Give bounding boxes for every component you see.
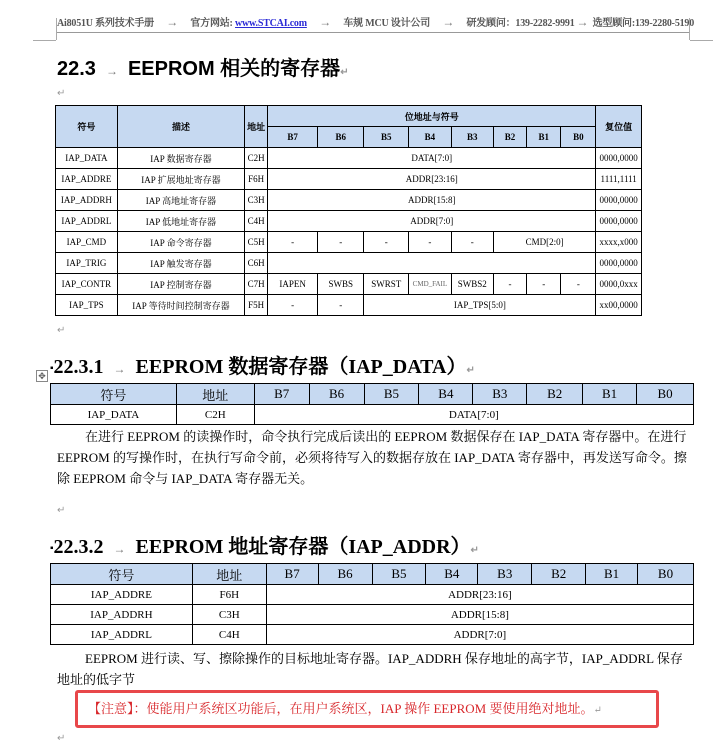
subsection-number: 22.3.1	[53, 356, 104, 378]
section-number: 22.3	[57, 58, 96, 80]
paragraph-mark: ↵	[57, 88, 66, 99]
col-addr: 地址	[192, 564, 266, 585]
header-divider	[57, 32, 690, 33]
cell-symbol: IAP_CONTR	[56, 274, 118, 295]
cell-desc: IAP 命令寄存器	[117, 232, 244, 253]
register-summary-table	[55, 105, 642, 316]
col-b0: B0	[637, 384, 694, 405]
cell-bit: IAPEN	[268, 274, 318, 295]
col-b5: B5	[364, 384, 419, 405]
cell-tps: IAP_TPS[5:0]	[364, 295, 596, 316]
cell-symbol: IAP_ADDRH	[56, 190, 118, 211]
table-row	[56, 274, 642, 295]
cell-bit: -	[318, 232, 364, 253]
table-row	[56, 253, 642, 274]
cell-addr: C2H	[245, 148, 268, 169]
cell-addr: C4H	[245, 211, 268, 232]
cell-symbol: IAP_ADDRE	[56, 169, 118, 190]
cell-bits: ADDR[15:8]	[268, 190, 596, 211]
cell-addr: C3H	[245, 190, 268, 211]
subsection-heading-1: ▪22.3.1 → EEPROM 数据寄存器（IAP_DATA）↵	[50, 356, 475, 378]
cell-bit: -	[364, 232, 409, 253]
cell-bit: CMD_FAIL	[409, 274, 451, 295]
cell-bits: DATA[7:0]	[254, 405, 693, 425]
subsection-heading-2: ▪22.3.2 → EEPROM 地址寄存器（IAP_ADDR）↵	[50, 536, 479, 558]
col-b2: B2	[493, 127, 526, 148]
page-header: Ai8051U 系列技术手册 → 官方网站: www.STCAI.com → 车规 MCU 设计公司 → 研发顾问：139-2282-9991 → 选型顾问:139-2280-5190	[57, 15, 695, 29]
cell-bits: ADDR[7:0]	[266, 625, 693, 645]
cell-bits: ADDR[23:16]	[268, 169, 596, 190]
cell-desc: IAP 低地址寄存器	[117, 211, 244, 232]
cell-reset: 1111,1111	[596, 169, 642, 190]
crop-mark	[33, 40, 56, 41]
col-symbol: 符号	[56, 106, 118, 148]
col-reset: 复位值	[596, 106, 642, 148]
table-row	[51, 405, 694, 425]
col-b5: B5	[364, 127, 409, 148]
cell-bit: -	[493, 274, 526, 295]
col-b2: B2	[527, 384, 583, 405]
cell-addr: C2H	[176, 405, 254, 425]
table-row	[56, 232, 642, 253]
table-row	[56, 190, 642, 211]
cell-desc: IAP 数据寄存器	[117, 148, 244, 169]
cell-addr: F5H	[245, 295, 268, 316]
iap-data-description: 在进行 EEPROM 的读操作时，命令执行完成后读出的 EEPROM 数据保存在 IAP_DATA 寄存器中。在进行 EEPROM 的写操作时，在执行写命令前，必须将待写入的数据存放在 IAP_DATA 寄存器中，再发送写命令。擦除 EEPROM 命令与 IAP_DATA 寄存器无关。	[57, 429, 687, 486]
iap-addr-description: EEPROM 进行读、写、擦除操作的目标地址寄存器。IAP_ADDRH 保存地址的高字节，IAP_ADDRL 保存地址的低字节	[57, 651, 683, 687]
cell-reset: xxxx,x000	[596, 232, 642, 253]
cell-symbol: IAP_ADDRL	[51, 625, 193, 645]
cell-addr: C7H	[245, 274, 268, 295]
cell-reset: 0000,0000	[596, 211, 642, 232]
col-bits-group: 位地址与符号	[268, 106, 596, 127]
cell-addr: C5H	[245, 232, 268, 253]
cell-desc: IAP 高地址寄存器	[117, 190, 244, 211]
cell-symbol: IAP_ADDRL	[56, 211, 118, 232]
cell-bits: DATA[7:0]	[268, 148, 596, 169]
cell-reset: 0000,0000	[596, 253, 642, 274]
col-b4: B4	[426, 564, 478, 585]
cell-bit: SWBS	[318, 274, 364, 295]
cell-symbol: IAP_ADDRE	[51, 585, 193, 605]
subsection-title: EEPROM 数据寄存器（IAP_DATA）	[135, 356, 467, 378]
section-heading: 22.3 → EEPROM 相关的寄存器↵	[57, 58, 349, 80]
col-desc: 描述	[117, 106, 244, 148]
cell-bit: -	[451, 232, 493, 253]
cell-bits	[268, 253, 596, 274]
cell-addr: F6H	[192, 585, 266, 605]
cell-reset: 0000,0xxx	[596, 274, 642, 295]
col-b4: B4	[419, 384, 473, 405]
col-b1: B1	[583, 384, 637, 405]
cell-bits: ADDR[15:8]	[266, 605, 693, 625]
col-b7: B7	[268, 127, 318, 148]
site-label: 官方网站:	[190, 18, 233, 29]
paragraph-mark: ↵	[57, 505, 66, 516]
col-b4: B4	[409, 127, 451, 148]
cell-bit: -	[318, 295, 364, 316]
cell-symbol: IAP_ADDRH	[51, 605, 193, 625]
cell-bit: -	[268, 232, 318, 253]
cell-bit: SWRST	[364, 274, 409, 295]
cell-desc: IAP 控制寄存器	[117, 274, 244, 295]
table-row	[51, 625, 694, 645]
cell-symbol: IAP_TPS	[56, 295, 118, 316]
dev-contact: 研发顾问：139-2282-9991	[466, 18, 575, 29]
cell-addr: F6H	[245, 169, 268, 190]
table-move-handle-icon[interactable]: ✥	[36, 370, 48, 382]
table-row	[56, 295, 642, 316]
cell-bit: -	[268, 295, 318, 316]
cell-addr: C4H	[192, 625, 266, 645]
cell-symbol: IAP_CMD	[56, 232, 118, 253]
col-b1: B1	[527, 127, 561, 148]
col-addr: 地址	[245, 106, 268, 148]
cell-symbol: IAP_DATA	[56, 148, 118, 169]
col-b6: B6	[318, 127, 364, 148]
site-link[interactable]: www.STCAI.com	[235, 18, 307, 29]
company-label: 车规 MCU 设计公司	[343, 18, 430, 29]
col-symbol: 符号	[51, 564, 193, 585]
table-row	[56, 211, 642, 232]
cell-bit: SWBS2	[451, 274, 493, 295]
table-row	[56, 148, 642, 169]
cell-bits: ADDR[7:0]	[268, 211, 596, 232]
col-b7: B7	[254, 384, 309, 405]
cell-desc: IAP 扩展地址寄存器	[117, 169, 244, 190]
cell-reset: 0000,0000	[596, 190, 642, 211]
col-b1: B1	[586, 564, 638, 585]
paragraph-mark: ↵	[57, 733, 66, 744]
col-symbol: 符号	[51, 384, 177, 405]
col-b3: B3	[478, 564, 532, 585]
cell-bit: -	[561, 274, 596, 295]
table-row	[51, 605, 694, 625]
col-b7: B7	[266, 564, 318, 585]
cell-desc: IAP 触发寄存器	[117, 253, 244, 274]
cell-addr: C6H	[245, 253, 268, 274]
subsection-number: 22.3.2	[53, 536, 104, 558]
sales-contact: 选型顾问:139-2280-5190	[592, 18, 695, 29]
cell-bits: ADDR[23:16]	[266, 585, 693, 605]
iap-data-table	[50, 383, 694, 425]
note-box: 【注意】：使能用户系统区功能后，在用户系统区，IAP 操作 EEPROM 要使用绝对地址。↵	[75, 690, 659, 728]
col-b6: B6	[318, 564, 372, 585]
col-b5: B5	[372, 564, 426, 585]
section-title: EEPROM 相关的寄存器	[127, 58, 341, 80]
col-b3: B3	[473, 384, 527, 405]
cell-cmd: CMD[2:0]	[493, 232, 596, 253]
manual-title: Ai8051U 系列技术手册	[57, 18, 154, 29]
table-row	[51, 585, 694, 605]
iap-addr-table	[50, 563, 694, 645]
col-b6: B6	[309, 384, 364, 405]
col-addr: 地址	[176, 384, 254, 405]
col-b0: B0	[638, 564, 694, 585]
table-row	[56, 169, 642, 190]
crop-mark	[689, 18, 690, 40]
cell-reset: 0000,0000	[596, 148, 642, 169]
col-b3: B3	[451, 127, 493, 148]
cell-bit: -	[527, 274, 561, 295]
note-text: 【注意】：使能用户系统区功能后，在用户系统区，IAP 操作 EEPROM 要使用绝对地址。	[88, 701, 594, 716]
crop-mark	[690, 40, 713, 41]
cell-addr: C3H	[192, 605, 266, 625]
paragraph-mark: ↵	[57, 325, 66, 336]
cell-symbol: IAP_TRIG	[56, 253, 118, 274]
cell-desc: IAP 等待时间控制寄存器	[117, 295, 244, 316]
col-b2: B2	[532, 564, 586, 585]
cell-symbol: IAP_DATA	[51, 405, 177, 425]
col-b0: B0	[561, 127, 596, 148]
cell-reset: xx00,0000	[596, 295, 642, 316]
subsection-title: EEPROM 地址寄存器（IAP_ADDR）	[135, 536, 471, 558]
crop-mark	[56, 18, 57, 40]
cell-bit: -	[409, 232, 451, 253]
